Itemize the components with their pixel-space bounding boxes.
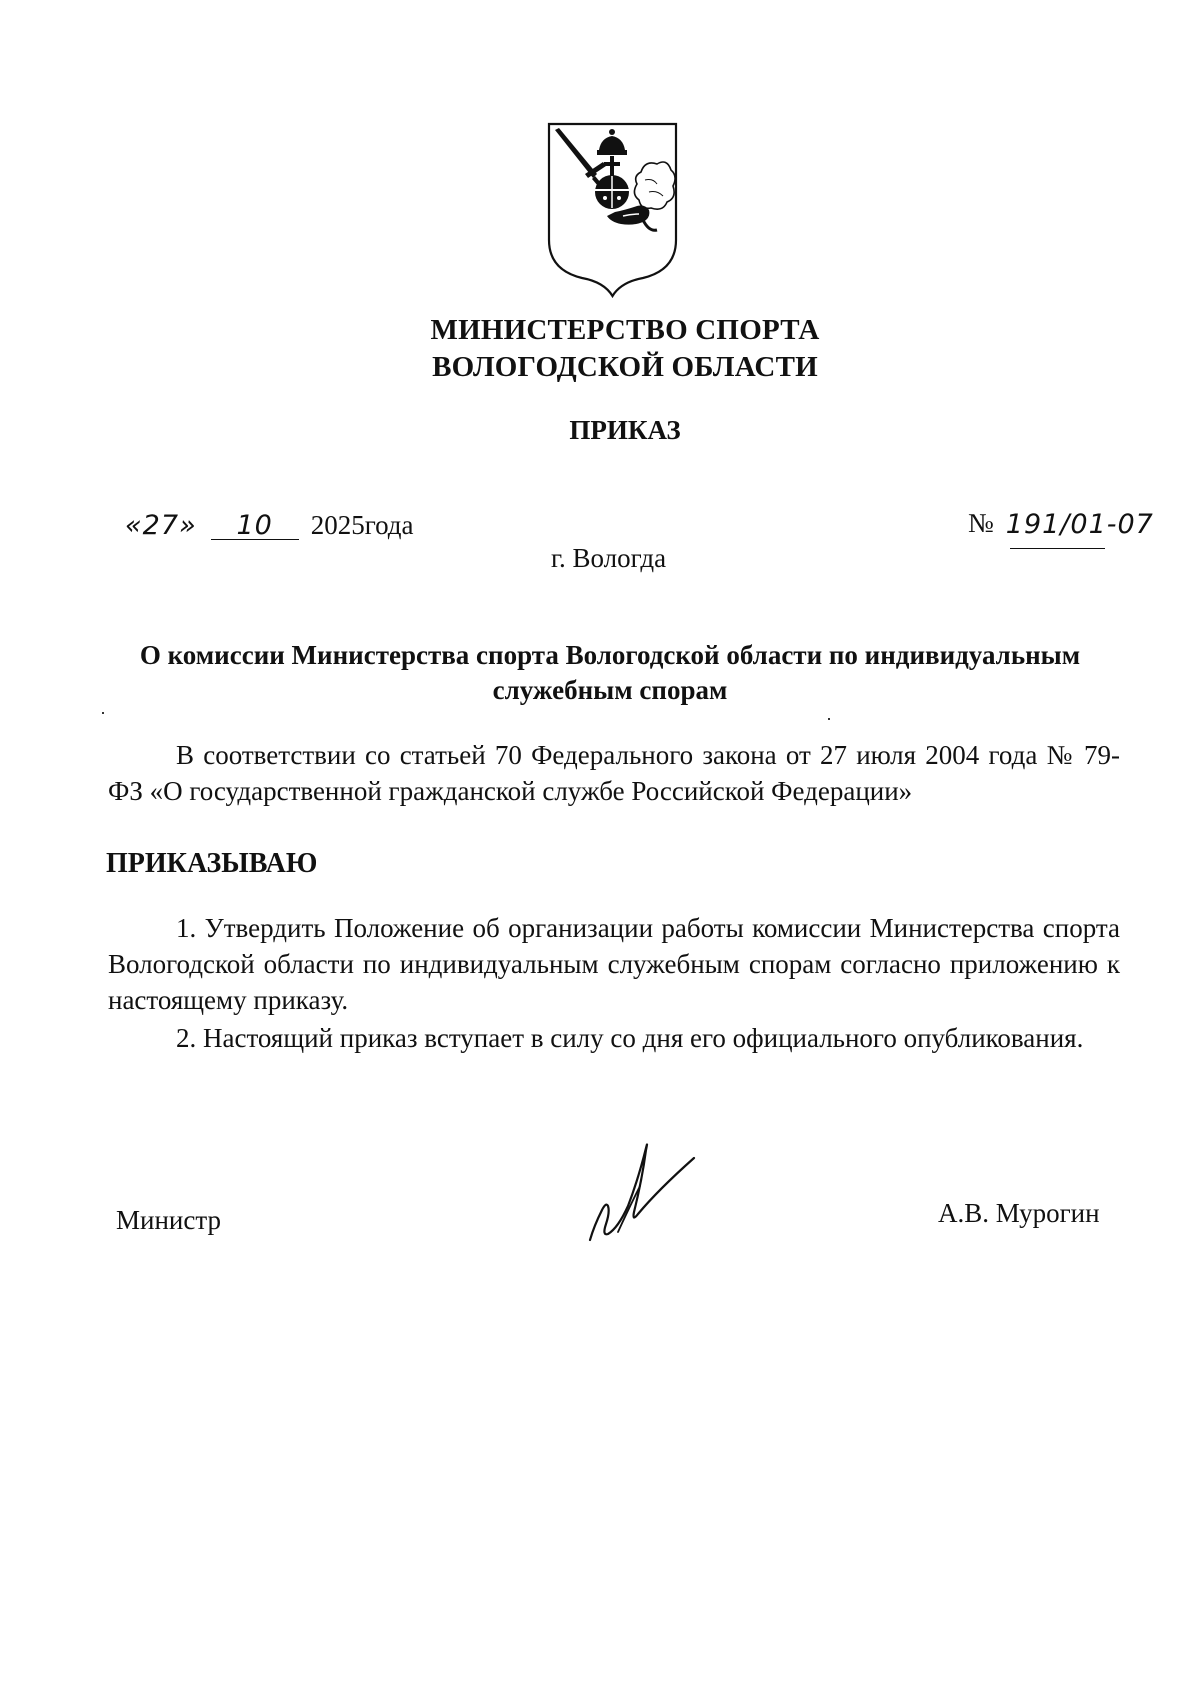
ministry-name-line1: МИНИСТЕРСТВО СПОРТА bbox=[430, 314, 820, 346]
signer-role: Министр bbox=[116, 1205, 221, 1235]
document-type: ПРИКАЗ bbox=[569, 415, 681, 445]
ministry-name-line2: ВОЛОГОДСКОЙ ОБЛАСТИ bbox=[432, 351, 818, 383]
date-year: 2025 bbox=[310, 510, 365, 540]
signature-icon bbox=[588, 1140, 698, 1245]
date-month: 10 bbox=[211, 512, 299, 540]
order-item-1: 1. Утвердить Положение об организации работы комиссии Министерства спорта Вологодской области по индивидуальным служебным спорам согласно приложению к настоящему приказу. bbox=[108, 913, 1120, 1015]
document-number bbox=[968, 508, 1154, 539]
order-verb: ПРИКАЗЫВАЮ bbox=[106, 848, 318, 879]
order-item-2: 2. Настоящий приказ вступает в силу со дня его официального опубликования. bbox=[176, 1023, 1084, 1053]
number-sign: № bbox=[968, 508, 994, 538]
coat-of-arms-icon bbox=[545, 120, 680, 300]
signer-name: А.В. Мурогин bbox=[938, 1198, 1100, 1228]
city: г. Вологда bbox=[551, 543, 667, 573]
scan-speck bbox=[102, 712, 104, 714]
date-year-suffix: года bbox=[364, 510, 414, 540]
number-underline bbox=[1010, 548, 1105, 549]
preamble-paragraph: В соответствии со статьей 70 Федерального закона от 27 июля 2004 года № 79-ФЗ «О государственной гражданской службе Российской Федерации» bbox=[108, 740, 1120, 806]
number-value: 191/01-07 bbox=[1005, 509, 1154, 540]
scan-speck bbox=[828, 718, 830, 720]
document-date bbox=[125, 510, 414, 541]
date-day: «27» bbox=[125, 510, 197, 541]
document-subject: О комиссии Министерства спорта Вологодской области по индивидуальным служебным спорам bbox=[139, 640, 1081, 705]
